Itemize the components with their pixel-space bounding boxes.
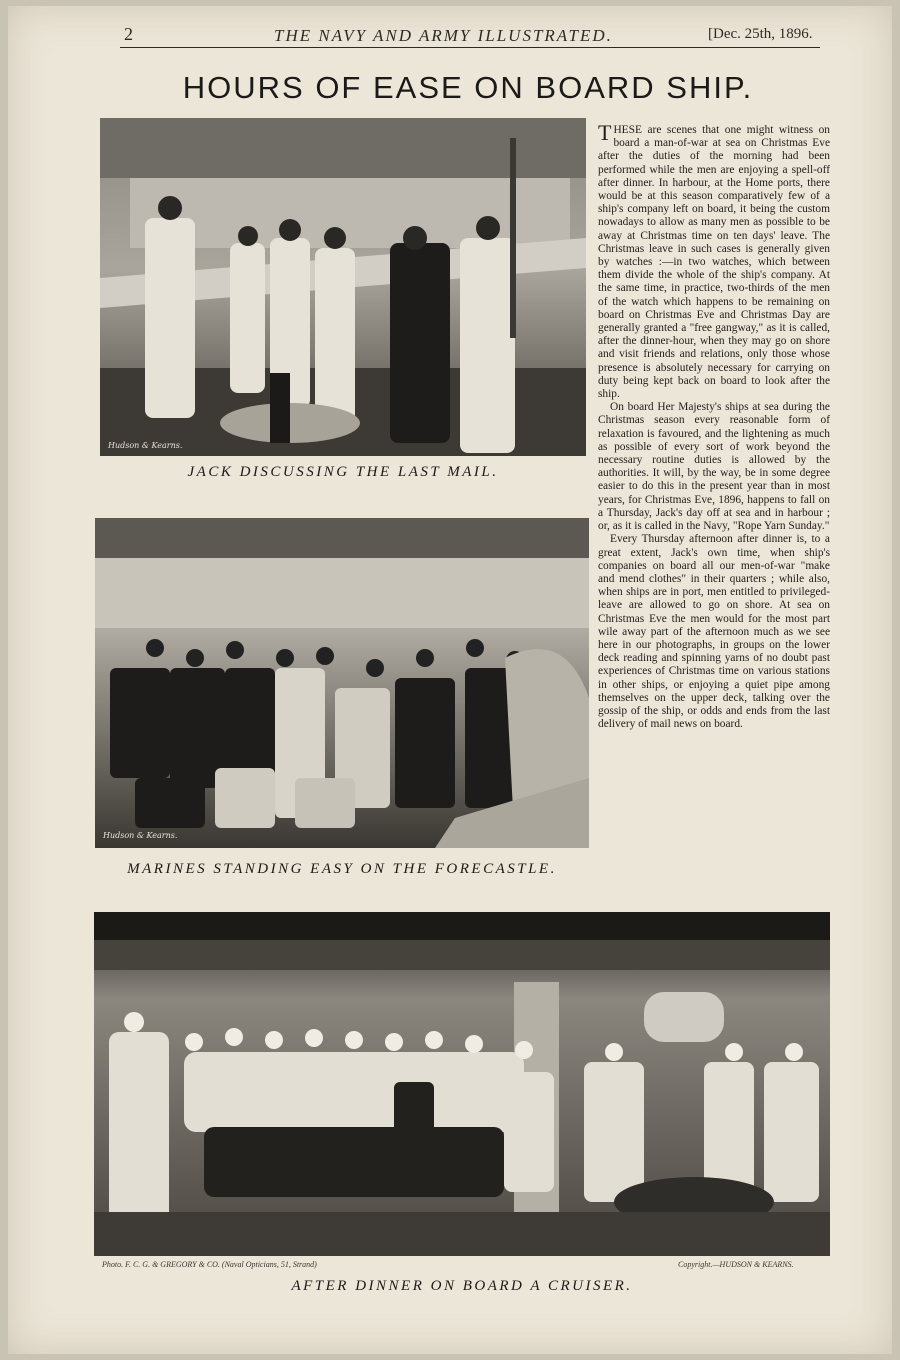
page-number: 2 bbox=[124, 24, 133, 44]
article-paragraph: Every Thursday afternoon after dinner is, to a great extent, Jack's own time, when ship's companies on board all our men-of-war "make and mend clothes" in their quarters ; while also, when ships are in port, men entitled to privileged-leave are allowed to go on shore. At sea on Christmas Eve the men would for the most part wile away part of the afternoon much as we see here in our photographs, in groups on the lower deck reading and spinning yarns of no doubt past experiences of Christmas time on various stations in other ships, or enjoying a quiet pipe among themselves on the upper deck, talking over the gossip of the ship, or odds and ends from the last delivery of mail news on board. bbox=[598, 533, 830, 731]
photo-sailors-reading-mail bbox=[100, 118, 586, 456]
caption-photo-2: MARINES STANDING EASY ON THE FORECASTLE. bbox=[127, 861, 557, 877]
article-title: HOURS OF EASE ON BOARD SHIP. bbox=[182, 70, 754, 105]
caption-photo-1: JACK DISCUSSING THE LAST MAIL. bbox=[187, 464, 499, 480]
photo-credit: Hudson & Kearns. bbox=[108, 441, 183, 450]
article-paragraph: THESE are scenes that one might witness on board a man-of-war at sea on Christmas Eve after the duties of the morning had been performed while the men are enjoying a spell-off after dinner. In harbour, at the Home ports, there would be at this season comparatively few of a ship's company left on board, it being the custom nowadays to allow as many men as possible to be away at Christmas time on ten days' leave. The Christmas leave in such cases is generally given by watches :—in two watches, which between them divide the whole of the ship's company. At the same time, in practice, two-thirds of the men of the watch which happens to be remaining on board on Christmas Eve and Christmas Day are generally granted a "free gangway," as it is called, after the dinner-hour, when they may go on shore and visit friends and relations, only those whose presence is absolutely necessary for carrying on duty being kept back on board to look after the ship. bbox=[598, 120, 830, 401]
caption-photo-3: AFTER DINNER ON BOARD A CRUISER. bbox=[291, 1278, 633, 1294]
running-header bbox=[8, 20, 892, 46]
magazine-page bbox=[8, 6, 892, 1354]
header-rule bbox=[120, 47, 820, 48]
photo-marines-forecastle bbox=[95, 518, 589, 848]
article-paragraph: On board Her Majesty's ships at sea during the Christmas season every reasonable form of relaxation is favoured, and the lightening as much as possible of every sort of work beyond the necessary routine duties is allowed by the authorities. It will, by the way, be in some degree easier to do this in the present year than in most years, for Christmas Eve, 1896, happens to fall on a Thursday, Jack's day off at sea and in harbour ; or, as it is called in the Navy, "Rope Yarn Sunday." bbox=[598, 401, 830, 533]
photo-crew-after-dinner bbox=[94, 912, 830, 1256]
issue-date: [Dec. 25th, 1896. bbox=[708, 26, 813, 42]
article-body bbox=[598, 120, 830, 731]
journal-title: THE NAVY AND ARMY ILLUSTRATED. bbox=[274, 26, 613, 45]
photo-credit-right: Copyright.—HUDSON & KEARNS. bbox=[678, 1260, 794, 1269]
photo-credit: Hudson & Kearns. bbox=[103, 831, 178, 840]
photo-credit-left: Photo. F. C. G. & GREGORY & CO. (Naval Opticians, 51, Strand) bbox=[102, 1260, 317, 1269]
drop-cap: T bbox=[598, 120, 612, 145]
